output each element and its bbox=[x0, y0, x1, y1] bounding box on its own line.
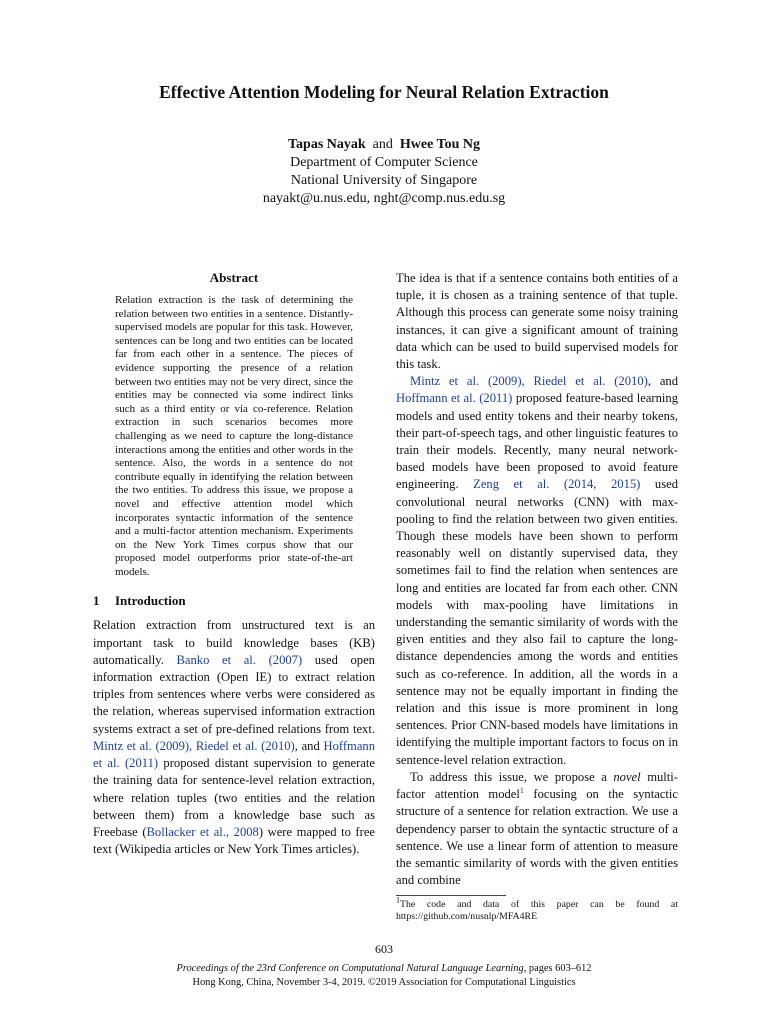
text-run: used open information extraction (Open IE) to extract relation triples from sentences where verbs were considered as the relation, whereas supervised information extraction systems extract a set of pre-defined relations from text. bbox=[93, 652, 375, 736]
author-block bbox=[0, 136, 768, 208]
footnote-divider bbox=[396, 895, 506, 896]
proceedings-location: Hong Kong, China, November 3-4, 2019. ©2019 Association for Computational Linguistics bbox=[192, 977, 576, 988]
text-run: Relation extraction from unstructured text is an important task to build knowledge bases (KB) automatically. bbox=[93, 618, 375, 667]
proceedings-venue: Proceedings of the 23rd Conference on Computational Natural Language Learning bbox=[176, 963, 524, 974]
footnote-marker[interactable]: 1 bbox=[519, 785, 524, 795]
footnote bbox=[396, 896, 678, 923]
affiliation-university: National University of Singapore bbox=[290, 173, 478, 188]
abstract-heading: Abstract bbox=[209, 270, 259, 285]
proceedings-line bbox=[0, 962, 768, 976]
citation-link[interactable]: Banko et al. (2007) bbox=[176, 652, 303, 667]
abstract-text: Relation extraction is the task of determining the relation between two entities in a sentence. Distantly-supervised models are popular for this task. However, sentences can be long and two entities can be located far from each other in a sentence. The pieces of evidence supporting the presence of a relation between two entities may not be very direct, since the entities may be connected via some indirect links such as a third entity or via co-reference. Relation extraction in such scenarios becomes more challenging as we need to capture the long-distance interactions among the entities and other words in the sentence. Also, the words in a sentence do not contribute equally in identifying the relation between the two entities. To address this issue, we propose a novel and effective attention model which incorporates syntactic information of the sentence and a multi-factor attention mechanism. Experiments on the New York Times corpus show that our proposed model outperforms prior state-of-the-art models. bbox=[115, 294, 353, 578]
citation-link[interactable]: Mintz et al. (2009), Riedel et al. (2010) bbox=[410, 374, 648, 389]
footnote-text: The code and data of this paper can be found at https://github.com/nusnlp/MFA4RE bbox=[396, 899, 678, 923]
body-paragraph-3 bbox=[396, 769, 678, 889]
section-heading-introduction bbox=[93, 593, 375, 609]
text-run: ) were mapped to free text (Wikipedia articles or New York Times articles). bbox=[93, 824, 375, 857]
emphasis-text: novel bbox=[613, 769, 641, 784]
paper-title: Effective Attention Modeling for Neural Relation Extraction bbox=[159, 82, 609, 102]
proceedings-pages: , pages 603–612 bbox=[523, 963, 592, 974]
proceedings-footer bbox=[0, 962, 768, 990]
citation-link[interactable]: Bollacker et al., 2008 bbox=[146, 824, 259, 839]
intro-paragraph-1 bbox=[93, 617, 375, 858]
body-paragraph-2 bbox=[396, 373, 678, 769]
page-number: 603 bbox=[375, 942, 393, 956]
author-line bbox=[0, 136, 768, 154]
author-emails: nayakt@u.nus.edu, nght@comp.nus.edu.sg bbox=[262, 191, 506, 206]
author-name-1: Tapas Nayak bbox=[287, 137, 366, 152]
affiliation-department: Department of Computer Science bbox=[290, 155, 478, 170]
citation-link[interactable]: Hoffmann et al. (2011) bbox=[396, 391, 513, 406]
citation-link[interactable]: Zeng et al. (2014, 2015) bbox=[473, 477, 641, 492]
text-run: proposed distant supervision to generate the training data for sentence-level relation extraction, where relation tuples (two entities and the relation between them) from a knowledge base such as Freebase ( bbox=[93, 756, 375, 839]
footnote-number: 1 bbox=[396, 896, 400, 906]
author-name-2: Hwee Tou Ng bbox=[399, 137, 481, 152]
author-conjunction: and bbox=[372, 137, 393, 152]
text-run: , and bbox=[647, 374, 679, 389]
text-run: , and bbox=[294, 738, 324, 753]
text-run: To address this issue, we propose a bbox=[410, 769, 614, 784]
section-title: Introduction bbox=[115, 593, 186, 609]
left-column bbox=[93, 270, 375, 858]
right-column bbox=[396, 270, 678, 923]
citation-link[interactable]: Hoffmann et al. (2011) bbox=[93, 738, 375, 771]
body-paragraph-1: The idea is that if a sentence contains both entities of a tuple, it is chosen as a training sentence of that tuple. Although this process can generate some noisy training instances, it can give a significant amount of training data which can be used to build supervised models for this task. bbox=[396, 271, 678, 372]
citation-link[interactable]: Mintz et al. (2009), Riedel et al. (2010) bbox=[93, 738, 295, 753]
text-run: used convolutional neural networks (CNN) with max-pooling to find the relation between two given entities. Though these models have been shown to perform reasonably well on distantly supervised data, they sometimes fail to find the relation when sentences are long and entities are located far from each other. CNN models with max-pooling have limitations in understanding the semantic similarity of words with the given entities and they also fail to capture the long-distance dependencies among the words and entities such as co-reference. In addition, all the words in a sentence may not be equally important in finding the relation and this issue is more prominent in long sentences. Prior CNN-based models have limitations in identifying the multiple important factors to focus on in sentence-level relation extraction. bbox=[396, 477, 678, 767]
text-run: focusing on the syntactic structure of a sentence for relation extraction. We use a dependency parser to obtain the syntactic structure of a sentence. We use a linear form of attention to measure the semantic similarity of words with the given entities and combine bbox=[396, 787, 678, 888]
text-run: proposed feature-based learning models and used entity tokens and their nearby tokens, their part-of-speech tags, and other linguistic features to train their models. Recently, many neural network-based models have been proposed to avoid feature engineering. bbox=[396, 391, 678, 492]
section-number: 1 bbox=[93, 593, 100, 609]
text-run: multi-factor attention model bbox=[396, 769, 678, 802]
